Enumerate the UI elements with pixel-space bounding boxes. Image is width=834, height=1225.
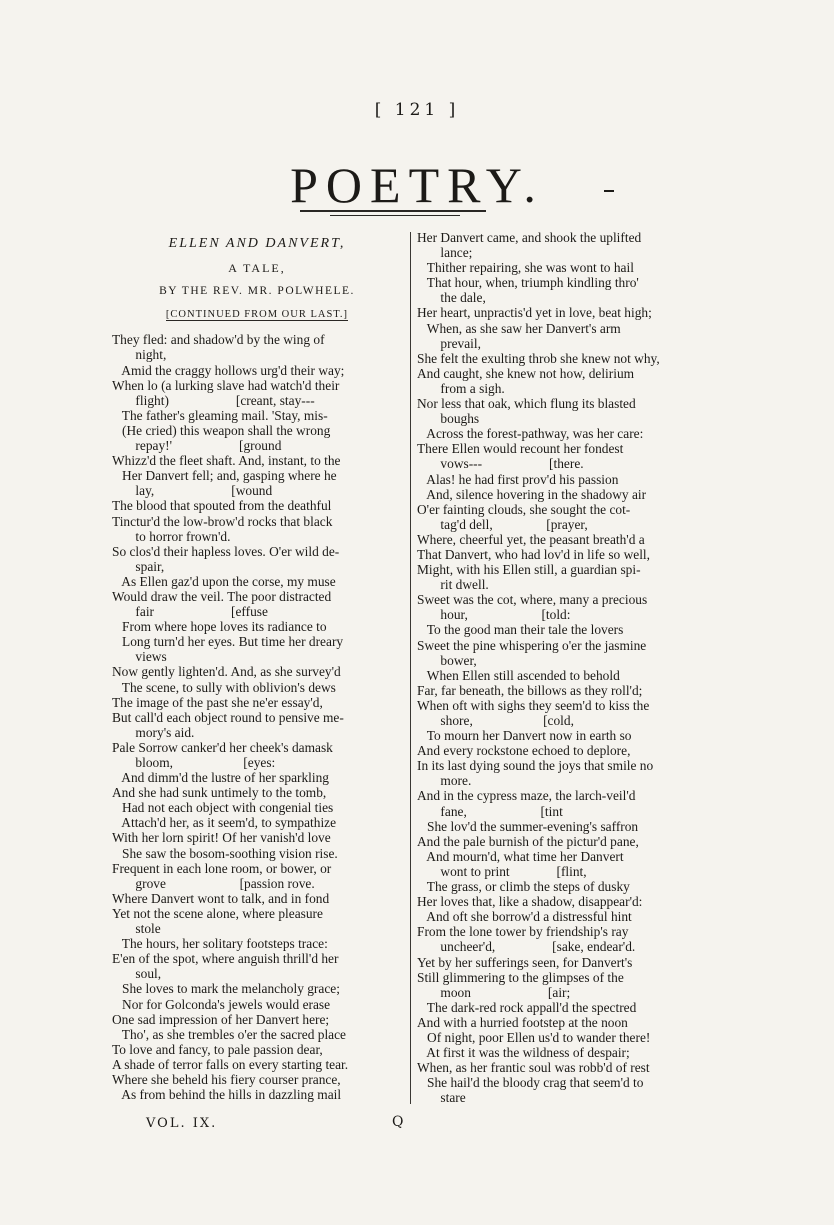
verse-line: moon [air; xyxy=(417,984,571,1000)
verse-line: Now gently lighten'd. And, as she survey'd xyxy=(112,664,341,680)
verse-line: Her heart, unpractis'd yet in love, beat high; xyxy=(417,305,652,321)
verse-line: flight) [creant, stay--- xyxy=(112,392,315,408)
verse-line: Long turn'd her eyes. But time her dreary xyxy=(112,634,344,650)
left-column xyxy=(112,230,402,1102)
verse-line: (He cried) this weapon shall the wrong xyxy=(112,422,331,438)
verse-line: From the lone tower by friendship's ray xyxy=(417,924,629,940)
verse-line: stare xyxy=(417,1090,466,1106)
verse-line: bower, xyxy=(417,652,477,668)
verse-line: Where Danvert wont to talk, and in fond xyxy=(112,890,330,906)
verse-line: And the pale burnish of the pictur'd pane, xyxy=(417,833,639,849)
verse-line: Yet by her sufferings seen, for Danvert's xyxy=(417,954,633,970)
verse-line: wont to print [flint, xyxy=(417,863,587,879)
verse-line: As Ellen gaz'd upon the corse, my muse xyxy=(112,573,336,589)
verse-line: They fled: and shadow'd by the wing of xyxy=(112,332,325,348)
verse-line: rit dwell. xyxy=(417,577,489,593)
verse-line: The hours, her solitary footsteps trace: xyxy=(112,936,328,952)
verse-line: night, xyxy=(112,347,167,363)
verse-line: Had not each object with congenial ties xyxy=(112,800,334,816)
verse-line: She felt the exulting throb she knew not why, xyxy=(417,350,660,366)
verse-line: To love and fancy, to pale passion dear, xyxy=(112,1041,323,1057)
verse-line: To mourn her Danvert now in earth so xyxy=(417,728,632,744)
verse-line: And with a hurried footstep at the noon xyxy=(417,1014,628,1030)
verse-line: That hour, when, triumph kindling thro' xyxy=(417,275,639,291)
verse-line: Frequent in each lone room, or bower, or xyxy=(112,860,332,876)
verse-line: Her Danvert fell; and, gasping where he xyxy=(112,468,337,484)
verse-line: A shade of terror falls on every starting tear. xyxy=(112,1056,349,1072)
verse-line: Pale Sorrow canker'd her cheek's damask xyxy=(112,739,333,755)
verse-line: bloom, [eyes: xyxy=(112,755,276,770)
verse-line: vows--- [there. xyxy=(417,456,584,472)
verse-line: Amid the craggy hollows urg'd their way; xyxy=(112,362,345,378)
verse-line: Nor for Golconda's jewels would erase xyxy=(112,996,331,1012)
verse-line: fane, [tint xyxy=(417,803,563,819)
right-column xyxy=(417,230,715,1105)
verse-line: The scene, to sully with oblivion's dews xyxy=(112,679,336,695)
page-number: [ 121 ] xyxy=(374,100,460,120)
verse-line: Her Danvert came, and shook the uplifted xyxy=(417,230,642,245)
verse-line: One sad impression of her Danvert here; xyxy=(112,1011,330,1027)
verse-line: And caught, she knew not how, delirium xyxy=(417,365,635,381)
verse-line: mory's aid. xyxy=(112,724,195,740)
verse-line: And, silence hovering in the shadowy air xyxy=(417,486,647,502)
verse-line: lay, [wound xyxy=(112,483,273,499)
verse-line: Where, cheerful yet, the peasant breath'd a xyxy=(417,531,645,547)
verse-line: prevail, xyxy=(417,335,481,351)
verse-line: Sweet was the cot, where, many a precious xyxy=(417,592,648,608)
verse-line: Still glimmering to the glimpses of the xyxy=(417,969,624,985)
verse-line: When lo (a lurking slave had watch'd their xyxy=(112,377,340,393)
verse-line: With her lorn spirit! Of her vanish'd love xyxy=(112,830,331,846)
verse-line: Far, far beneath, the billows as they roll'd; xyxy=(417,682,643,698)
dash-mark xyxy=(604,190,614,192)
verse-line: Attach'd her, as it seem'd, to sympathize xyxy=(112,815,337,831)
verse-line: O'er fainting clouds, she sought the cot- xyxy=(417,501,631,517)
verse-line: Where she beheld his fiery courser prance, xyxy=(112,1071,341,1087)
verse-line: Tho', as she trembles o'er the sacred place xyxy=(112,1026,346,1042)
verse-line: to horror frown'd. xyxy=(112,528,231,544)
verse-line: more. xyxy=(417,773,472,789)
title-rule xyxy=(300,210,486,212)
verse-line: soul, xyxy=(112,966,162,982)
column-divider xyxy=(410,232,411,1104)
verse-line: But call'd each object round to pensive me- xyxy=(112,709,344,725)
left-verse xyxy=(112,332,402,1102)
verse-line: grove [passion rove. xyxy=(112,875,315,891)
volume-label: VOL. IX. xyxy=(146,1116,218,1131)
verse-line: And every rockstone echoed to deplore, xyxy=(417,743,631,759)
verse-line: And she had sunk untimely to the tomb, xyxy=(112,785,327,801)
verse-line: As from behind the hills in dazzling mail xyxy=(112,1087,342,1103)
verse-line: The dark-red rock appall'd the spectred xyxy=(417,999,637,1015)
continuation-note: [CONTINUED FROM OUR LAST.] xyxy=(165,309,349,321)
verse-line: When oft with sighs they seem'd to kiss the xyxy=(417,697,650,713)
right-verse xyxy=(417,230,715,1105)
verse-line: There Ellen would recount her fondest xyxy=(417,441,624,457)
verse-line: Of night, poor Ellen us'd to wander there! xyxy=(417,1029,651,1045)
verse-line: fair [effuse xyxy=(112,604,268,620)
signature-mark: Q xyxy=(392,1114,404,1130)
verse-line: She lov'd the summer-evening's saffron xyxy=(417,818,639,834)
verse-line: Nor less that oak, which flung its blasted xyxy=(417,396,636,412)
verse-line: E'en of the spot, where anguish thrill'd her xyxy=(112,951,339,967)
continuation-note-wrapper xyxy=(112,307,402,322)
verse-line: Might, with his Ellen still, a guardian spi- xyxy=(417,562,641,578)
verse-line: shore, [cold, xyxy=(417,713,574,728)
verse-line: lance; xyxy=(417,245,473,261)
verse-line: And in the cypress maze, the larch-veil'd xyxy=(417,788,636,804)
verse-line: hour, [told: xyxy=(417,607,571,623)
verse-line: That Danvert, who had lov'd in life so well, xyxy=(417,546,650,562)
verse-line: The grass, or climb the steps of dusky xyxy=(417,879,630,895)
poem-title: ELLEN AND DANVERT, xyxy=(168,236,346,251)
verse-line: Yet not the scene alone, where pleasure xyxy=(112,905,323,921)
verse-line: When Ellen still ascended to behold xyxy=(417,667,620,683)
verse-line: The blood that spouted from the deathful xyxy=(112,498,332,514)
verse-line: Sweet the pine whispering o'er the jasmine xyxy=(417,637,647,653)
title-rule-secondary xyxy=(330,215,460,216)
verse-line: The image of the past she ne'er essay'd, xyxy=(112,694,323,710)
verse-line: She loves to mark the melancholy grace; xyxy=(112,981,340,997)
verse-line: She hail'd the bloody crag that seem'd to xyxy=(417,1075,644,1091)
verse-line: Thither repairing, she was wont to hail xyxy=(417,260,634,276)
verse-line: Would draw the veil. The poor distracted xyxy=(112,588,332,604)
verse-line: repay!' [ground xyxy=(112,438,282,454)
verse-line: stole xyxy=(112,921,161,937)
verse-line: spair, xyxy=(112,558,165,574)
verse-line: tag'd dell, [prayer, xyxy=(417,516,588,532)
verse-line: Whizz'd the fleet shaft. And, instant, to the xyxy=(112,453,341,469)
verse-line: At first it was the wildness of despair; xyxy=(417,1045,630,1061)
verse-line: The father's gleaming mail. 'Stay, mis- xyxy=(112,407,328,423)
verse-line: uncheer'd, [sake, endear'd. xyxy=(417,939,636,955)
verse-line: Across the forest-pathway, was her care: xyxy=(417,426,644,442)
verse-line: When, as her frantic soul was robb'd of rest xyxy=(417,1060,650,1076)
verse-line: And oft she borrow'd a distressful hint xyxy=(417,909,632,925)
verse-line: She saw the bosom-soothing vision rise. xyxy=(112,845,338,861)
verse-line: From where hope loves its radiance to xyxy=(112,619,327,635)
poem-author: BY THE REV. MR. POLWHELE. xyxy=(159,285,355,298)
verse-line: And dimm'd the lustre of her sparkling xyxy=(112,770,330,786)
verse-line: So clos'd their hapless loves. O'er wild de- xyxy=(112,543,340,559)
verse-line: When, as she saw her Danvert's arm xyxy=(417,320,621,336)
verse-line: the dale, xyxy=(417,290,486,306)
verse-line: from a sigh. xyxy=(417,380,505,396)
verse-line: Alas! he had first prov'd his passion xyxy=(417,471,619,487)
verse-line: To the good man their tale the lovers xyxy=(417,622,624,638)
verse-line: In its last dying sound the joys that smile no xyxy=(417,758,654,774)
verse-line: boughs xyxy=(417,411,480,427)
verse-line: Tinctur'd the low-brow'd rocks that black xyxy=(112,513,333,529)
section-title: POETRY. xyxy=(290,157,544,213)
verse-line: views xyxy=(112,649,167,665)
poem-subtitle: A TALE, xyxy=(228,261,286,276)
verse-line: Her loves that, like a shadow, disappear'd: xyxy=(417,894,643,910)
verse-line: And mourn'd, what time her Danvert xyxy=(417,848,624,864)
